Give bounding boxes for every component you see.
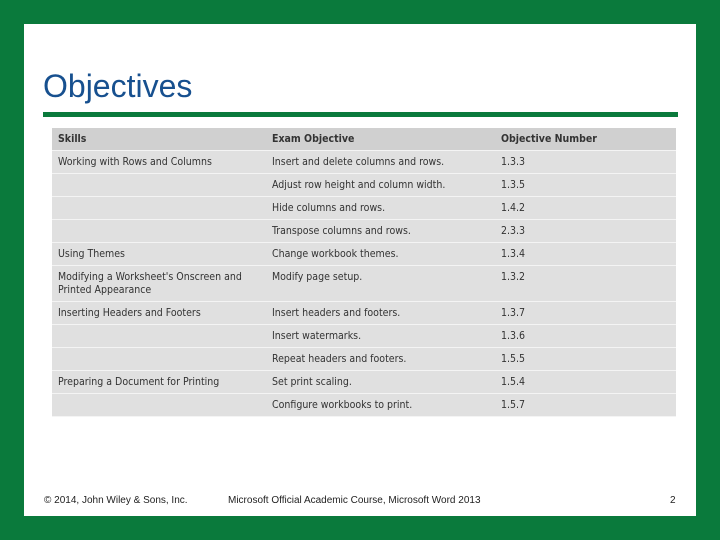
header-objective-number: Objective Number	[501, 132, 597, 145]
table-row	[52, 266, 676, 302]
table-row	[52, 302, 676, 325]
objective-number-cell: 1.3.7	[501, 306, 526, 319]
table-row	[52, 394, 676, 417]
table-row	[52, 348, 676, 371]
objective-number-cell: 1.3.5	[501, 178, 526, 191]
exam-objective-cell: Insert and delete columns and rows.	[272, 155, 445, 168]
objective-number-cell: 1.5.5	[501, 352, 526, 365]
skill-cell	[52, 325, 266, 347]
skill-cell	[52, 174, 266, 196]
table-row	[52, 325, 676, 348]
exam-objective-cell: Insert headers and footers.	[272, 306, 401, 319]
skill-cell	[52, 394, 266, 416]
objective-number-cell: 1.3.6	[501, 329, 526, 342]
skill-cell: Modifying a Worksheet's Onscreen and Printed Appearance	[58, 271, 242, 296]
exam-objective-cell: Transpose columns and rows.	[272, 224, 411, 237]
skill-cell: Inserting Headers and Footers	[58, 306, 201, 319]
table-header-row	[52, 128, 676, 151]
exam-objective-cell: Set print scaling.	[272, 375, 352, 388]
table-row	[52, 197, 676, 220]
table-row	[52, 371, 676, 394]
exam-objective-cell: Change workbook themes.	[272, 247, 399, 260]
skill-cell: Preparing a Document for Printing	[58, 375, 220, 388]
skill-cell	[52, 348, 266, 370]
exam-objective-cell: Hide columns and rows.	[272, 201, 386, 214]
footer-copyright: © 2014, John Wiley & Sons, Inc.	[44, 495, 188, 506]
skill-cell	[52, 220, 266, 242]
table-row	[52, 151, 676, 174]
exam-objective-cell: Configure workbooks to print.	[272, 398, 413, 411]
skill-cell: Using Themes	[58, 247, 125, 260]
exam-objective-cell: Insert watermarks.	[272, 329, 362, 342]
header-skills: Skills	[58, 132, 87, 145]
exam-objective-cell: Repeat headers and footers.	[272, 352, 407, 365]
objective-number-cell: 1.3.2	[501, 271, 526, 283]
objective-number-cell: 1.4.2	[501, 201, 526, 214]
header-exam-objective: Exam Objective	[272, 132, 355, 145]
skill-cell	[52, 197, 266, 219]
slide	[24, 24, 696, 516]
slide-title: Objectives	[43, 68, 193, 104]
objective-number-cell: 1.5.4	[501, 375, 526, 388]
objectives-table	[52, 128, 676, 417]
footer-page-number: 2	[670, 495, 676, 506]
skill-cell: Working with Rows and Columns	[58, 155, 212, 168]
footer-course: Microsoft Official Academic Course, Microsoft Word 2013	[228, 495, 481, 506]
objective-number-cell: 1.3.3	[501, 155, 526, 168]
exam-objective-cell: Modify page setup.	[272, 271, 363, 283]
objective-number-cell: 1.5.7	[501, 398, 526, 411]
title-divider	[43, 112, 678, 117]
objective-number-cell: 1.3.4	[501, 247, 526, 260]
objective-number-cell: 2.3.3	[501, 224, 526, 237]
table-row	[52, 174, 676, 197]
table-row	[52, 243, 676, 266]
table-row	[52, 220, 676, 243]
exam-objective-cell: Adjust row height and column width.	[272, 178, 446, 191]
